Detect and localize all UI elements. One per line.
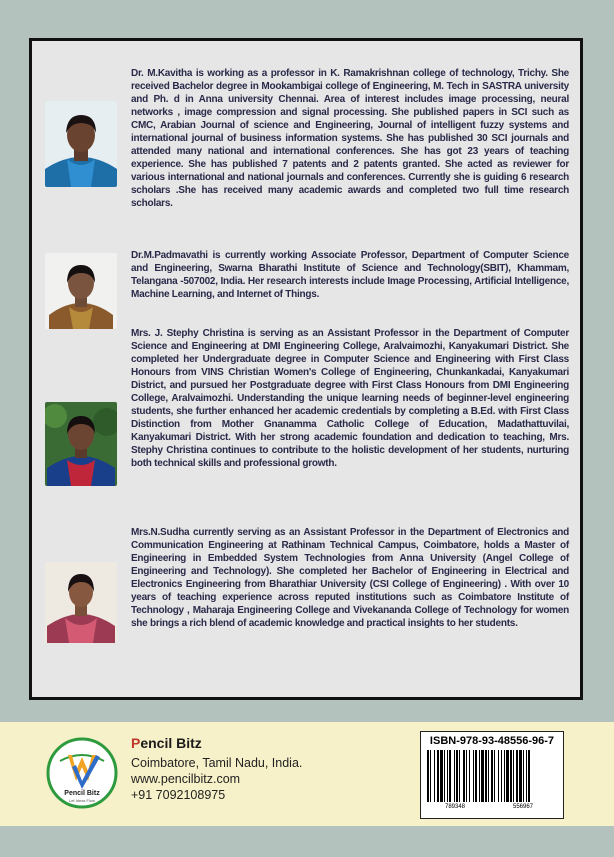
publisher-name-initial: P bbox=[131, 735, 141, 751]
pencil-bitz-logo-icon bbox=[46, 737, 118, 809]
author-bio-kavitha: Dr. M.Kavitha is working as a professor in K. Ramakrishnan college of technology, Trichy. She received Bachelor degree in Mookambigai college of Engineering, M. Tech in SASTRA university and Ph. d in Anna university Chennai. Area of interest includes image processing, neural networks , image compression and signal processing. She published papers in SCI such as CMC, Arabian Journal of science and Engineering, Journal of intelligent fuzzy systems and international journal of business information systems. She has published 30 SCI journals and attended many national and international conferences. She has got 23 years of teaching experience. She has published 7 patents and 2 patents granted. She acted as reviewer for various international and national journals and conferences. Currently she is guiding 6 research scholars .She has received many academic awards and completed two full time research scholars. bbox=[131, 68, 569, 209]
barcode-digits-right: 556967 bbox=[513, 804, 534, 810]
barcode-icon bbox=[425, 750, 559, 802]
publisher-phone: +91 7092108975 bbox=[131, 788, 226, 802]
isbn-label: ISBN-978-93-48556-96-7 bbox=[429, 735, 555, 747]
publisher-website[interactable]: www.pencilbitz.com bbox=[131, 772, 241, 786]
logo-subtext: Let Ideas Flow bbox=[68, 798, 96, 803]
publisher-location: Coimbatore, Tamil Nadu, India. bbox=[131, 756, 303, 770]
isbn-barcode bbox=[420, 731, 564, 819]
author-bios-panel bbox=[29, 38, 583, 700]
barcode-digits-left: 789348 bbox=[445, 804, 466, 810]
publisher-name-rest: encil Bitz bbox=[140, 735, 202, 751]
portrait-photo-icon bbox=[45, 562, 117, 643]
portrait-photo-icon bbox=[45, 253, 117, 329]
portrait-photo-icon bbox=[45, 101, 117, 187]
author-bio-padmavathi: Dr.M.Padmavathi is currently working Associate Professor, Department of Computer Science and Engineering, Swarna Bharathi Institute of Science and Technology(SBIT), Khammam, Telangana -507002, India. Her research interests include Image Processing, Artificial Intelligence, Machine Learning, and Internet of Things. bbox=[131, 250, 569, 300]
portrait-photo-icon bbox=[45, 402, 117, 486]
publisher-info bbox=[131, 735, 351, 803]
publisher-name bbox=[131, 735, 351, 751]
author-bio-sudha: Mrs.N.Sudha currently serving as an Assistant Professor in the Department of Electronics and Communication Engineering at Rathinam Technical Campus, Coimbatore, holds a Master of Engineering in Embedded System Technologies from Anna University (Angel College of Engineering and Technology). She completed her Bachelor of Engineering in Electrical and Electronics Engineering from Bharathiar University (CSI College of Engineering) . With over 10 years of teaching experience across reputed institutions such as Coimbatore Institute of Technology , Maharaja Engineering College and Vivekananda College of Technology for women she brings a rich blend of academic knowledge and practical insights to her students. bbox=[131, 527, 569, 629]
logo-text: Pencil Bitz bbox=[64, 790, 100, 797]
author-bio-stephy-christina: Mrs. J. Stephy Christina is serving as an Assistant Professor in the Department of Computer Science and Engineering at DMI Engineering College, Aralvaimozhi, Kanyakumari District. She completed her Undergraduate degree in Computer Science and Engineering with First Class Honours from VINS Christian Women's College of Engineering, Chunkankadai, Kanyakumari District, and pursued her Postgraduate degree with First Class Honours from DMI Engineering College, Aralvaimozhi. Understanding the unique learning needs of beginner-level engineering students, she further enhanced her academic credentials by completing a B.Ed. with First Class Distinction from Mother Gnanamma Catholic College of Education, Madathattuvilai, Kanyakumari District. With her strong academic foundation and dedication to teaching, Mrs. Stephy Christina continues to contribute to the holistic development of her students, nurturing both technical skills and professional growth. bbox=[131, 328, 569, 469]
